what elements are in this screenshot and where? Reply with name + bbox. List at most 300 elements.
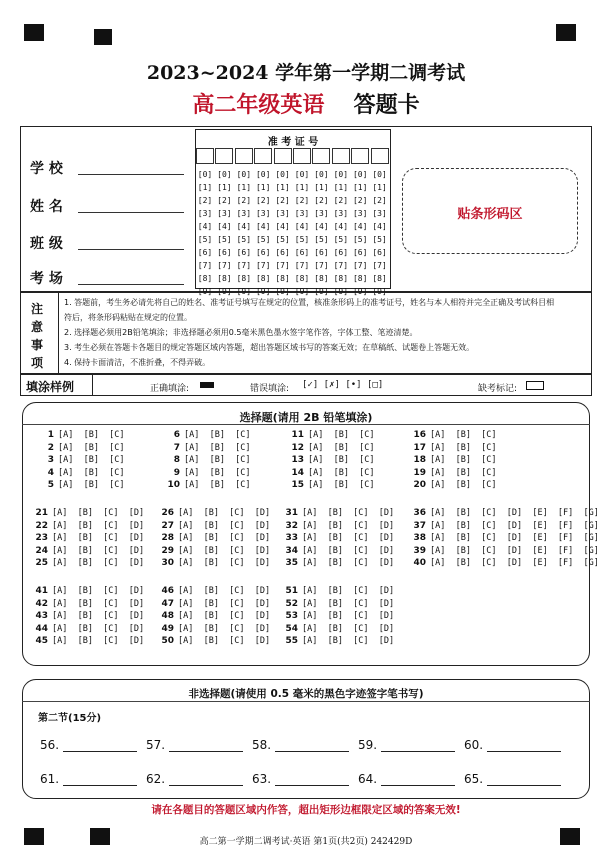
exam-digit-option[interactable]: [1] [352, 183, 368, 192]
question-options[interactable]: [A] [B] [C] [D] [E] [F] [G] [430, 508, 599, 518]
question-options[interactable]: [A] [B] [C] [308, 467, 375, 478]
question-row [166, 443, 251, 453]
exam-digit-option[interactable]: [6] [197, 248, 213, 257]
question-options[interactable]: [A] [B] [C] [D] [52, 623, 145, 634]
question-options[interactable]: [A] [B] [C] [D] [178, 533, 271, 543]
exam-digit-option[interactable]: [5] [294, 235, 310, 244]
question-row [290, 468, 375, 478]
question-number: 35 [285, 558, 298, 568]
exam-digit-option[interactable]: [4] [217, 222, 232, 231]
exam-digit-option[interactable]: [0] [255, 170, 271, 179]
question-row [166, 430, 251, 440]
question-number: 2 [47, 442, 54, 453]
question-options[interactable]: [A] [B] [C] [D] [302, 636, 395, 646]
exam-digit-column [331, 168, 351, 298]
exam-digit-option[interactable]: [2] [275, 196, 290, 205]
question-options[interactable]: [A] [B] [C] [D] [178, 586, 271, 596]
exam-digit-option[interactable]: [5] [372, 235, 387, 244]
exam-digit-option[interactable]: [8] [352, 274, 368, 283]
question-options[interactable]: [A] [B] [C] [308, 480, 375, 490]
exam-digit-option[interactable]: [5] [197, 235, 213, 244]
exam-digit-option[interactable]: [9] [197, 287, 213, 296]
answer-blank [464, 738, 561, 752]
answer-blank-number: 58. [252, 738, 272, 752]
answer-blank-line[interactable] [487, 784, 561, 786]
exam-digit-option[interactable]: [2] [372, 196, 387, 205]
question-number: 42 [35, 598, 48, 609]
question-options[interactable]: [A] [B] [C] [58, 442, 125, 453]
question-number: 41 [35, 586, 48, 596]
registration-mark-top-right [556, 24, 576, 41]
exam-digit-option[interactable]: [1] [236, 183, 252, 192]
exam-digit-option[interactable]: [2] [294, 196, 310, 205]
exam-digit-option[interactable]: [4] [372, 222, 387, 231]
exam-digit-option[interactable]: [4] [314, 222, 329, 231]
question-options[interactable]: [A] [B] [C] [184, 442, 251, 453]
exam-number-cell[interactable] [235, 148, 253, 164]
exam-digit-column [253, 168, 273, 298]
exam-digit-option[interactable]: [2] [333, 196, 349, 205]
notice-item: 1. 答题前，考生务必请先将自己的姓名、准考证号填写在规定的位置，核准条形码上的准考证号，姓名与本人相符并完全正确及考试科目相 [64, 298, 555, 307]
question-options[interactable]: [A] [B] [C] [D] [302, 586, 395, 596]
exam-number-cell[interactable] [351, 148, 369, 164]
exam-digit-option[interactable]: [4] [275, 222, 290, 231]
exam-digit-option[interactable]: [5] [236, 235, 252, 244]
correct-fill-label: 正确填涂: [150, 384, 190, 394]
absent-mark-box [526, 381, 544, 390]
exam-digit-option[interactable]: [3] [352, 209, 368, 218]
answer-blank-line[interactable] [63, 750, 137, 752]
question-row [160, 636, 270, 646]
exam-digit-option[interactable]: [9] [217, 287, 232, 296]
question-options[interactable]: [A] [B] [C] [308, 442, 375, 453]
question-row [40, 455, 125, 465]
exam-digit-option[interactable]: [5] [314, 235, 329, 244]
field-input-line[interactable] [78, 284, 184, 285]
question-number: 48 [161, 611, 174, 621]
answer-blank-line[interactable] [487, 750, 561, 752]
subject-title: 高二年级英语 [192, 92, 325, 118]
exam-digit-option[interactable]: [0] [294, 170, 310, 179]
correct-fill-sample [200, 382, 214, 388]
exam-digit-option[interactable]: [7] [333, 261, 349, 270]
exam-digit-option[interactable]: [6] [255, 248, 271, 257]
registration-mark-top-left [24, 24, 44, 41]
exam-digit-option[interactable]: [3] [333, 209, 349, 218]
answer-blank-line[interactable] [169, 784, 243, 786]
exam-number-cell[interactable] [274, 148, 292, 164]
exam-digit-column [292, 168, 312, 298]
question-number: 19 [413, 467, 426, 478]
question-row [40, 480, 125, 490]
question-options[interactable]: [A] [B] [C] [D] [178, 598, 271, 609]
question-number: 43 [35, 611, 48, 621]
question-row [284, 508, 394, 518]
exam-digit-option[interactable]: [4] [197, 222, 213, 231]
question-options[interactable]: [A] [B] [C] [D] [302, 520, 395, 531]
question-number: 12 [291, 442, 304, 453]
question-options[interactable]: [A] [B] [C] [D] [178, 558, 271, 568]
exam-number-cell[interactable] [312, 148, 330, 164]
exam-digit-option[interactable]: [3] [197, 209, 213, 218]
question-number: 38 [413, 533, 426, 543]
exam-digit-option[interactable]: [9] [333, 287, 349, 296]
exam-digit-option[interactable]: [3] [314, 209, 329, 218]
question-number: 47 [161, 598, 174, 609]
exam-digit-option[interactable]: [9] [255, 287, 271, 296]
exam-digit-option[interactable]: [9] [314, 287, 329, 296]
question-row [160, 533, 270, 543]
answer-blank [146, 738, 243, 752]
answer-blank-number: 61. [40, 772, 60, 786]
exam-digit-option[interactable]: [5] [352, 235, 368, 244]
question-row [412, 455, 497, 465]
question-number: 44 [35, 623, 48, 634]
answer-blank [358, 738, 455, 752]
question-options[interactable]: [A] [B] [C] [430, 467, 497, 478]
exam-digit-option[interactable]: [2] [352, 196, 368, 205]
exam-number-cell[interactable] [254, 148, 272, 164]
exam-digit-option[interactable]: [2] [217, 196, 232, 205]
exam-digit-option[interactable]: [5] [275, 235, 290, 244]
barcode-label: 贴条形码区 [457, 207, 523, 222]
answer-blank-line[interactable] [381, 784, 455, 786]
exam-number-cell[interactable] [371, 148, 389, 164]
question-row [40, 430, 125, 440]
question-number: 16 [413, 430, 426, 440]
question-number: 10 [167, 480, 180, 490]
answer-card-label: 答题卡 [353, 92, 420, 118]
question-options[interactable]: [A] [B] [C] [58, 467, 125, 478]
question-options[interactable]: [A] [B] [C] [D] [52, 508, 145, 518]
question-options[interactable]: [A] [B] [C] [58, 480, 125, 490]
exam-digit-option[interactable]: [0] [352, 170, 368, 179]
question-options[interactable]: [A] [B] [C] [D] [178, 636, 271, 646]
exam-digit-option[interactable]: [6] [217, 248, 232, 257]
card-title [0, 88, 612, 119]
exam-digit-option[interactable]: [2] [197, 196, 213, 205]
question-row [166, 468, 251, 478]
question-row [284, 546, 394, 556]
question-options[interactable]: [A] [B] [C] [D] [52, 545, 145, 556]
question-options[interactable]: [A] [B] [C] [D] [302, 508, 395, 518]
exam-digit-option[interactable]: [1] [372, 183, 387, 192]
exam-digit-option[interactable]: [0] [314, 170, 329, 179]
question-options[interactable]: [A] [B] [C] [308, 430, 375, 440]
question-row [412, 443, 497, 453]
notice-item: 3. 考生必须在答题卡各题目的规定答题区域内答题，超出答题区域书写的答案无效；在草稿纸、试题卷上答题无效。 [64, 343, 475, 352]
exam-digit-option[interactable]: [8] [372, 274, 387, 283]
question-number: 14 [291, 467, 304, 478]
exam-digit-column [273, 168, 293, 298]
question-row [290, 455, 375, 465]
question-number: 23 [35, 533, 48, 543]
field-input-line[interactable] [78, 212, 184, 213]
question-number: 26 [161, 508, 174, 518]
exam-digit-option[interactable]: [9] [372, 287, 387, 296]
exam-number-cell[interactable] [332, 148, 350, 164]
question-number: 30 [161, 558, 174, 568]
question-number: 55 [285, 636, 298, 646]
question-options[interactable]: [A] [B] [C] [58, 430, 125, 440]
question-number: 4 [47, 467, 54, 478]
question-options[interactable]: [A] [B] [C] [D] [E] [F] [G] [430, 533, 599, 543]
field-label: 姓 名 [30, 199, 63, 215]
exam-digit-option[interactable]: [6] [275, 248, 290, 257]
question-options[interactable]: [A] [B] [C] [430, 455, 497, 465]
question-options[interactable]: [A] [B] [C] [D] [52, 558, 145, 568]
exam-digit-column [234, 168, 254, 298]
question-options[interactable]: [A] [B] [C] [D] [302, 611, 395, 621]
exam-digit-column [311, 168, 331, 298]
question-row [34, 508, 144, 518]
exam-digit-option[interactable]: [2] [236, 196, 252, 205]
exam-digit-option[interactable]: [5] [217, 235, 232, 244]
question-row [34, 558, 144, 568]
question-row [34, 611, 144, 621]
answer-blank-line[interactable] [275, 750, 349, 752]
question-row [166, 480, 251, 490]
answer-blank [252, 738, 349, 752]
exam-number-label: 准 考 证 号 [267, 137, 319, 148]
question-number: 50 [161, 636, 174, 646]
field-label: 学 校 [30, 161, 63, 177]
exam-digit-option[interactable]: [7] [352, 261, 368, 270]
exam-digit-option[interactable]: [5] [255, 235, 271, 244]
question-row [34, 636, 144, 646]
exam-digit-option[interactable]: [8] [217, 274, 232, 283]
answer-blank-line[interactable] [381, 750, 455, 752]
field-input-line[interactable] [78, 174, 184, 175]
question-row [284, 611, 394, 621]
exam-digit-option[interactable]: [4] [255, 222, 271, 231]
wrong-fill-label: 错误填涂: [250, 384, 290, 394]
exam-digit-option[interactable]: [7] [372, 261, 387, 270]
exam-digit-option[interactable]: [7] [255, 261, 271, 270]
exam-digit-option[interactable]: [0] [197, 170, 213, 179]
exam-digit-option[interactable]: [6] [372, 248, 387, 257]
question-row [40, 443, 125, 453]
question-row [160, 624, 270, 634]
exam-digit-option[interactable]: [8] [236, 274, 252, 283]
question-options[interactable]: [A] [B] [C] [430, 442, 497, 453]
exam-digit-option[interactable]: [1] [197, 183, 213, 192]
question-row [284, 521, 394, 531]
question-number: 27 [161, 520, 174, 531]
exam-digit-column [214, 168, 234, 298]
exam-title: 2023~2024 学年第一学期二调考试 [146, 62, 466, 84]
question-options[interactable]: [A] [B] [C] [D] [52, 520, 145, 531]
exam-digit-option[interactable]: [6] [314, 248, 329, 257]
question-number: 3 [47, 455, 54, 465]
question-row [290, 480, 375, 490]
question-row [412, 508, 599, 518]
question-row [34, 599, 144, 609]
question-options[interactable]: [A] [B] [C] [D] [E] [F] [G] [430, 558, 599, 568]
question-options[interactable]: [A] [B] [C] [D] [52, 636, 145, 646]
exam-digit-option[interactable]: [4] [333, 222, 349, 231]
question-options[interactable]: [A] [B] [C] [D] [E] [F] [G] [430, 545, 599, 556]
exam-digit-option[interactable]: [6] [352, 248, 368, 257]
answer-blank-number: 56. [40, 738, 60, 752]
question-number: 37 [413, 520, 426, 531]
question-row [34, 546, 144, 556]
answer-blank-number: 59. [358, 738, 378, 752]
exam-digit-option[interactable]: [5] [333, 235, 349, 244]
exam-digit-option[interactable]: [3] [255, 209, 271, 218]
field-label: 考 场 [30, 271, 63, 287]
exam-digit-option[interactable]: [8] [333, 274, 349, 283]
exam-digit-option[interactable]: [2] [255, 196, 271, 205]
choice-title-rule [22, 424, 590, 425]
field-input-line[interactable] [78, 249, 184, 250]
question-number: 7 [173, 442, 180, 453]
question-options[interactable]: [A] [B] [C] [D] [178, 611, 271, 621]
notice-side-char: 意 [31, 320, 44, 334]
exam-digit-option[interactable]: [3] [294, 209, 310, 218]
exam-digit-option[interactable]: [7] [294, 261, 310, 270]
exam-number-cell[interactable] [293, 148, 311, 164]
exam-digit-option[interactable]: [8] [255, 274, 271, 283]
exam-digit-option[interactable]: [2] [314, 196, 329, 205]
answer-blank [464, 772, 561, 786]
exam-digit-option[interactable]: [8] [275, 274, 290, 283]
exam-digit-option[interactable]: [3] [372, 209, 387, 218]
question-options[interactable]: [A] [B] [C] [D] [302, 598, 395, 609]
question-options[interactable]: [A] [B] [C] [430, 430, 497, 440]
question-options[interactable]: [A] [B] [C] [D] [52, 611, 145, 621]
answer-blank-line[interactable] [169, 750, 243, 752]
exam-digit-option[interactable]: [7] [314, 261, 329, 270]
registration-mark-top-center [94, 29, 112, 45]
question-row [412, 468, 497, 478]
exam-digit-option[interactable]: [0] [333, 170, 349, 179]
question-options[interactable]: [A] [B] [C] [D] [302, 558, 395, 568]
question-options[interactable]: [A] [B] [C] [D] [E] [F] [G] [430, 520, 599, 531]
question-options[interactable]: [A] [B] [C] [D] [178, 508, 271, 518]
question-options[interactable]: [A] [B] [C] [D] [52, 533, 145, 543]
question-number: 31 [285, 508, 298, 518]
exam-digit-option[interactable]: [1] [314, 183, 329, 192]
fill-example-divider [92, 374, 93, 396]
question-options[interactable]: [A] [B] [C] [D] [302, 623, 395, 634]
question-number: 32 [285, 520, 298, 531]
question-number: 11 [291, 430, 304, 440]
question-row [34, 586, 144, 596]
question-options[interactable]: [A] [B] [C] [D] [302, 545, 395, 556]
exam-digit-option[interactable]: [1] [275, 183, 290, 192]
exam-digit-option[interactable]: [4] [236, 222, 252, 231]
question-options[interactable]: [A] [B] [C] [D] [178, 520, 271, 531]
question-options[interactable]: [A] [B] [C] [184, 480, 251, 490]
question-options[interactable]: [A] [B] [C] [58, 455, 125, 465]
question-number: 39 [413, 545, 426, 556]
answer-blank [40, 772, 137, 786]
question-number: 1 [47, 430, 54, 440]
exam-digit-option[interactable]: [0] [217, 170, 232, 179]
question-row [166, 455, 251, 465]
exam-digit-option[interactable]: [7] [236, 261, 252, 270]
question-options[interactable]: [A] [B] [C] [D] [302, 533, 395, 543]
exam-digit-option[interactable]: [7] [217, 261, 232, 270]
question-number: 21 [35, 508, 48, 518]
question-row [34, 521, 144, 531]
question-number: 13 [291, 455, 304, 465]
question-row [34, 624, 144, 634]
question-row [160, 546, 270, 556]
question-options[interactable]: [A] [B] [C] [D] [178, 623, 271, 634]
question-number: 51 [285, 586, 298, 596]
question-number: 24 [35, 545, 48, 556]
exam-digit-option[interactable]: [3] [217, 209, 232, 218]
question-options[interactable]: [A] [B] [C] [184, 467, 251, 478]
exam-digit-option[interactable]: [4] [352, 222, 368, 231]
question-number: 15 [291, 480, 304, 490]
question-row [284, 636, 394, 646]
question-row [160, 611, 270, 621]
question-row [284, 586, 394, 596]
absent-mark-label: 缺考标记: [478, 384, 518, 394]
exam-digit-option[interactable]: [7] [197, 261, 213, 270]
exam-digit-option[interactable]: [8] [314, 274, 329, 283]
question-number: 8 [173, 455, 180, 465]
notice-side-char: 事 [31, 338, 44, 352]
question-options[interactable]: [A] [B] [C] [D] [52, 586, 145, 596]
question-number: 20 [413, 480, 426, 490]
exam-digit-option[interactable]: [1] [255, 183, 271, 192]
exam-digit-option[interactable]: [9] [294, 287, 310, 296]
answer-blank-line[interactable] [63, 784, 137, 786]
question-number: 18 [413, 455, 426, 465]
question-row [160, 508, 270, 518]
question-row [412, 533, 599, 543]
exam-digit-option[interactable]: [1] [333, 183, 349, 192]
exam-digit-option[interactable]: [0] [275, 170, 290, 179]
answer-blank-line[interactable] [275, 784, 349, 786]
question-row [160, 586, 270, 596]
exam-digit-option[interactable]: [9] [275, 287, 290, 296]
question-options[interactable]: [A] [B] [C] [430, 480, 497, 490]
question-options[interactable]: [A] [B] [C] [D] [178, 545, 271, 556]
field-label: 班 级 [30, 236, 63, 252]
question-number: 28 [161, 533, 174, 543]
question-options[interactable]: [A] [B] [C] [184, 455, 251, 465]
question-options[interactable]: [A] [B] [C] [184, 430, 251, 440]
exam-digit-option[interactable]: [6] [333, 248, 349, 257]
question-number: 45 [35, 636, 48, 646]
exam-digit-option[interactable]: [0] [372, 170, 387, 179]
exam-digit-option[interactable]: [9] [236, 287, 252, 296]
exam-digit-option[interactable]: [3] [275, 209, 290, 218]
exam-digit-option[interactable]: [1] [217, 183, 232, 192]
question-options[interactable]: [A] [B] [C] [D] [52, 598, 145, 609]
exam-digit-option[interactable]: [1] [294, 183, 310, 192]
exam-number-cell[interactable] [215, 148, 233, 164]
exam-number-cell[interactable] [196, 148, 214, 164]
exam-digit-option[interactable]: [8] [197, 274, 213, 283]
exam-digit-option[interactable]: [7] [275, 261, 290, 270]
exam-digit-option[interactable]: [9] [352, 287, 368, 296]
question-options[interactable]: [A] [B] [C] [308, 455, 375, 465]
answer-blank-number: 64. [358, 772, 378, 786]
exam-digit-option[interactable]: [8] [294, 274, 310, 283]
exam-digit-option[interactable]: [6] [236, 248, 252, 257]
exam-digit-option[interactable]: [4] [294, 222, 310, 231]
exam-digit-option[interactable]: [6] [294, 248, 310, 257]
exam-digit-option[interactable]: [3] [236, 209, 252, 218]
question-number: 29 [161, 545, 174, 556]
exam-digit-option[interactable]: [0] [236, 170, 252, 179]
